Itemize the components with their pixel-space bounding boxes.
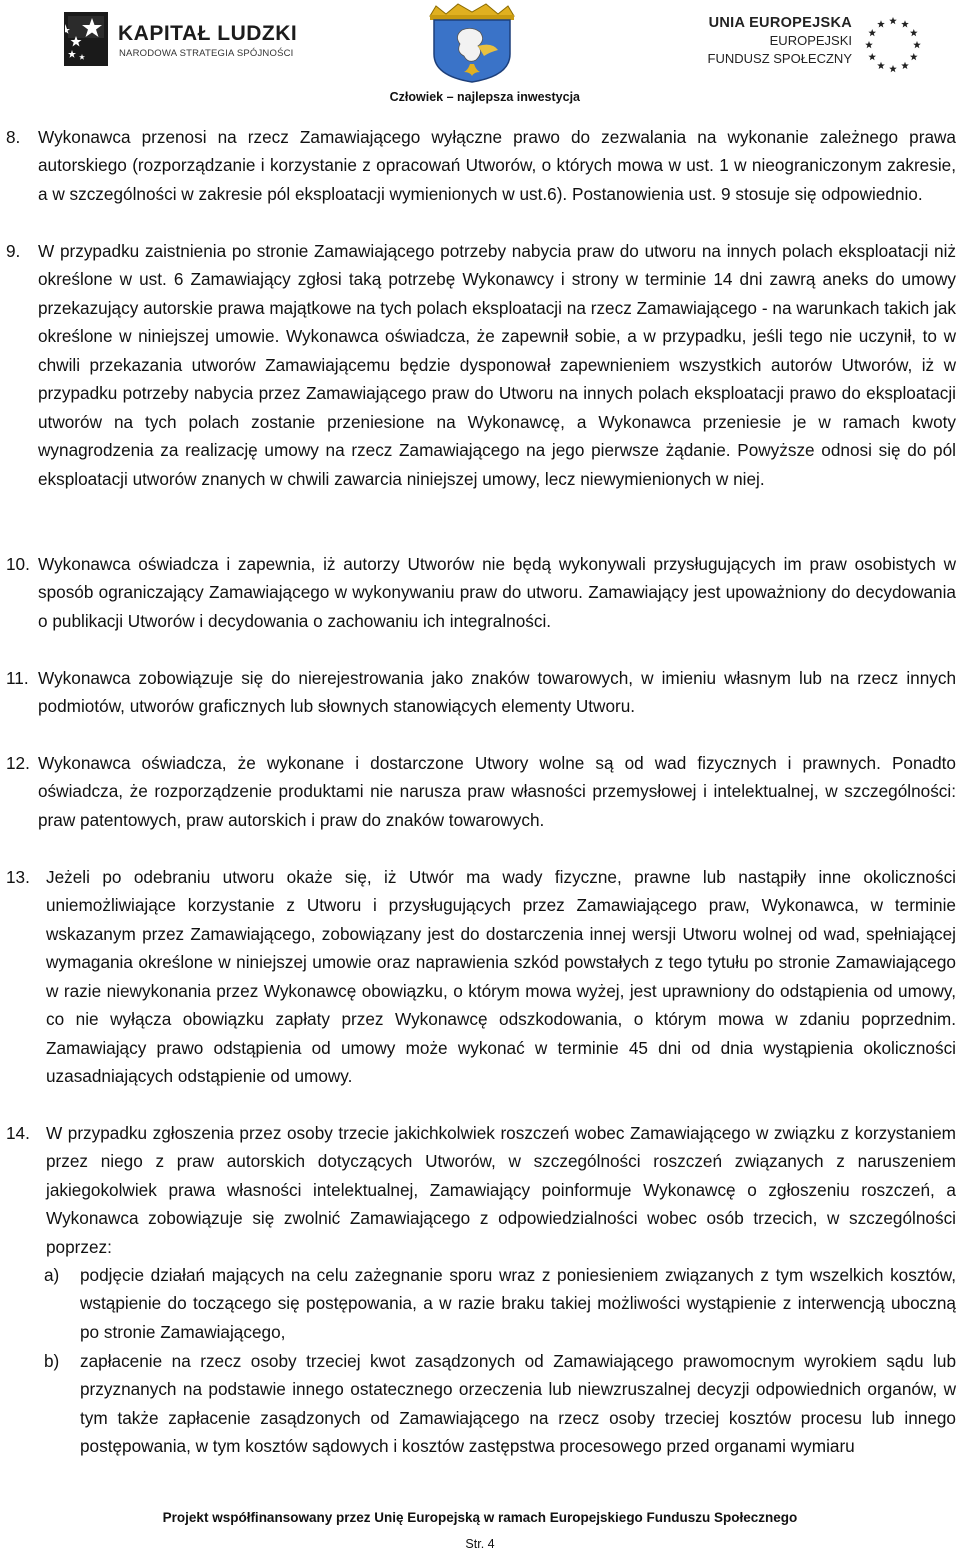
eu-logo <box>686 14 936 80</box>
eu-title: UNIA EUROPEJSKA <box>708 15 852 31</box>
eu-star <box>889 17 897 24</box>
eu-star <box>910 29 918 36</box>
item-number: 8. <box>6 127 21 147</box>
eu-star <box>877 20 885 27</box>
eu-star <box>901 20 909 27</box>
eu-star <box>877 62 885 69</box>
eu-star <box>868 53 876 60</box>
item-number: 13. <box>6 867 30 887</box>
subitem-text: podjęcie działań mających na celu zażegnanie sporu wraz z poniesieniem związanych z tym wszelkich kosztów, wstąpienie do toczącego się postępowania, a w razie braku takiej możliwości wystąpienie z interwencją uboczną po stronie Zamawiającego, <box>80 1265 956 1342</box>
kapital-ludzki-logo <box>62 10 298 72</box>
eu-star <box>913 41 921 48</box>
eu-star <box>865 41 873 48</box>
kapital-ludzki-flag-icon <box>62 10 110 68</box>
subitem-letter: a) <box>44 1265 60 1285</box>
eu-flag-stars-icon <box>858 14 928 76</box>
item-text: Wykonawca oświadcza i zapewnia, iż autorzy Utworów nie będą wykonywali przysługujących im praw osobistych w sposób ograniczający Zamawiającego w wykonywaniu praw do utworu. Zamawiający jest upoważniony do decydowania o publikacji Utworów i decydowania o zachowaniu ich integralności. <box>38 554 956 631</box>
item-text: Wykonawca zobowiązuje się do nierejestrowania jako znaków towarowych, w imieniu własnym lub na rzecz innych podmiotów, utworów graficznych lub słownych stanowiących elementy Utworu. <box>38 668 956 717</box>
item-number: 14. <box>6 1123 30 1143</box>
eu-line-2: EUROPEJSKI <box>769 33 852 48</box>
kapital-ludzki-title: KAPITAŁ LUDZKI <box>118 22 298 45</box>
page-header <box>0 0 960 110</box>
item-text: W przypadku zgłoszenia przez osoby trzecie jakichkolwiek roszczeń wobec Zamawiającego w związku z korzystaniem przez niego z praw autorskich dotyczących Utworów, w szczególności roszczeń związanych z naruszeniem jakiegokolwiek prawa własności intelektualnej, Zamawiający poinformuje Wykonawcę o zgłoszeniu roszczeń, a Wykonawca zobowiązuje się zwolnić Zamawiającego z odpowiedzialności wobec osób trzecich, w szczególności poprzez: <box>46 1123 956 1257</box>
coat-of-arms-crest-icon <box>412 2 532 84</box>
eu-star <box>901 62 909 69</box>
item-text: Jeżeli po odebraniu utworu okaże się, iż Utwór ma wady fizyczne, prawne lub nastąpiły inne okoliczności uniemożliwiające korzystanie z Utworu i przysługujących przez Zamawiającego praw, Wykonawca, w terminie wskazanym przez Zamawiającego, zobowiązany jest do dostarczenia innej wersji Utworu wolnej od wad, spełniającej wymagania określone w niniejszej umowie oraz naprawienia szkód powstałych z tego tytułu po stronie Zamawiającego w razie niewykonania przez Wykonawcę obowiązku, o którym mowa wyżej, jest uprawniony do odstąpienia od umowy, co nie wyłącza obowiązku zapłaty przez Wykonawcę odszkodowania, o którym mowa w zdaniu poprzednim. Zamawiający prawo odstąpienia od umowy może wykonać w terminie 45 dni od dnia wystąpienia okoliczności uzasadniających odstąpienie od umowy. <box>46 867 956 1087</box>
footer-funding-note: Projekt współfinansowany przez Unię Europejską w ramach Europejskiego Funduszu Społecznego <box>162 1510 798 1525</box>
tagline: Człowiek – najlepsza inwestycja <box>389 90 580 104</box>
item-number: 9. <box>6 241 21 261</box>
kapital-ludzki-subtitle: NARODOWA STRATEGIA SPÓJNOŚCI <box>119 48 294 59</box>
subitem-letter: b) <box>44 1351 60 1371</box>
item-number: 11. <box>6 668 29 688</box>
item-number: 10. <box>6 554 30 574</box>
item-number: 12. <box>6 753 30 773</box>
eu-star <box>910 53 918 60</box>
item-text: Wykonawca oświadcza, że wykonane i dostarczone Utwory wolne są od wad fizycznych i prawnych. Ponadto oświadcza, że rozporządzenie produktami nie narusza praw własności przemysłowej i intelektualnej, w szczególności: praw patentowych, praw autorskich i praw do znaków towarowych. <box>38 753 956 830</box>
subitem-text: zapłacenie na rzecz osoby trzeciej kwot zasądzonych od Zamawiającego prawomocnym wyrokiem sądu lub przyznanych na podstawie innego ostatecznego orzeczenia lub niewzruszalnej decyzji odpowiednich organów, w tym także zapłacenie zasądzonych od Zamawiającego na rzecz osoby trzeciej kosztów procesu lub innego postępowania, w tym kosztów sądowych i kosztów zastępstwa procesowego przed organami wymiaru <box>80 1351 956 1457</box>
item-text: W przypadku zaistnienia po stronie Zamawiającego potrzeby nabycia praw do utworu na innych polach eksploatacji niż określone w ust. 6 Zamawiający zgłosi taką potrzebę Wykonawcy i strony w terminie 14 dni zawrą aneks do umowy przekazujący autorskie prawa majątkowe na tych polach eksploatacji na rzecz Zamawiającego - na warunkach takich jak określone w niniejszej umowie. Wykonawca oświadcza, że zapewnił sobie, a w przypadku, jeśli tego nie uczynił, to w chwili przekazania utworów Zamawiającemu będzie dysponował zapewnieniem wszystkich autorów Utworów, iż w przypadku potrzeby nabycia przez Zamawiającego praw do Utworu na innych polach eksploatacji prawo do eksploatacji utworów na tych polach zostanie przeniesione na Wykonawcę, a Wykonawca przeniesie je w ramach kwoty wynagrodzenia za realizację umowy na rzecz Zamawiającego na jego pierwsze żądanie. Powyższe odnosi się do pól eksploatacji utworów znanych w chwili zawarcia niniejszej umowy, lecz niewymienionych w niej. <box>38 241 956 489</box>
eu-star <box>868 29 876 36</box>
item-text: Wykonawca przenosi na rzecz Zamawiającego wyłączne prawo do zezwalania na wykonanie zależnego prawa autorskiego (rozporządzanie i korzystanie z opracowań Utworów, o których mowa w ust. 1 w nieograniczonym zakresie, a w szczególności w zakresie pól eksploatacji wymienionych w ust.6). Postanowienia ust. 9 stosuje się odpowiednio. <box>38 127 956 204</box>
eu-line-3: FUNDUSZ SPOŁECZNY <box>707 51 852 66</box>
eu-star <box>889 65 897 72</box>
page-number: Str. 4 <box>465 1537 495 1551</box>
